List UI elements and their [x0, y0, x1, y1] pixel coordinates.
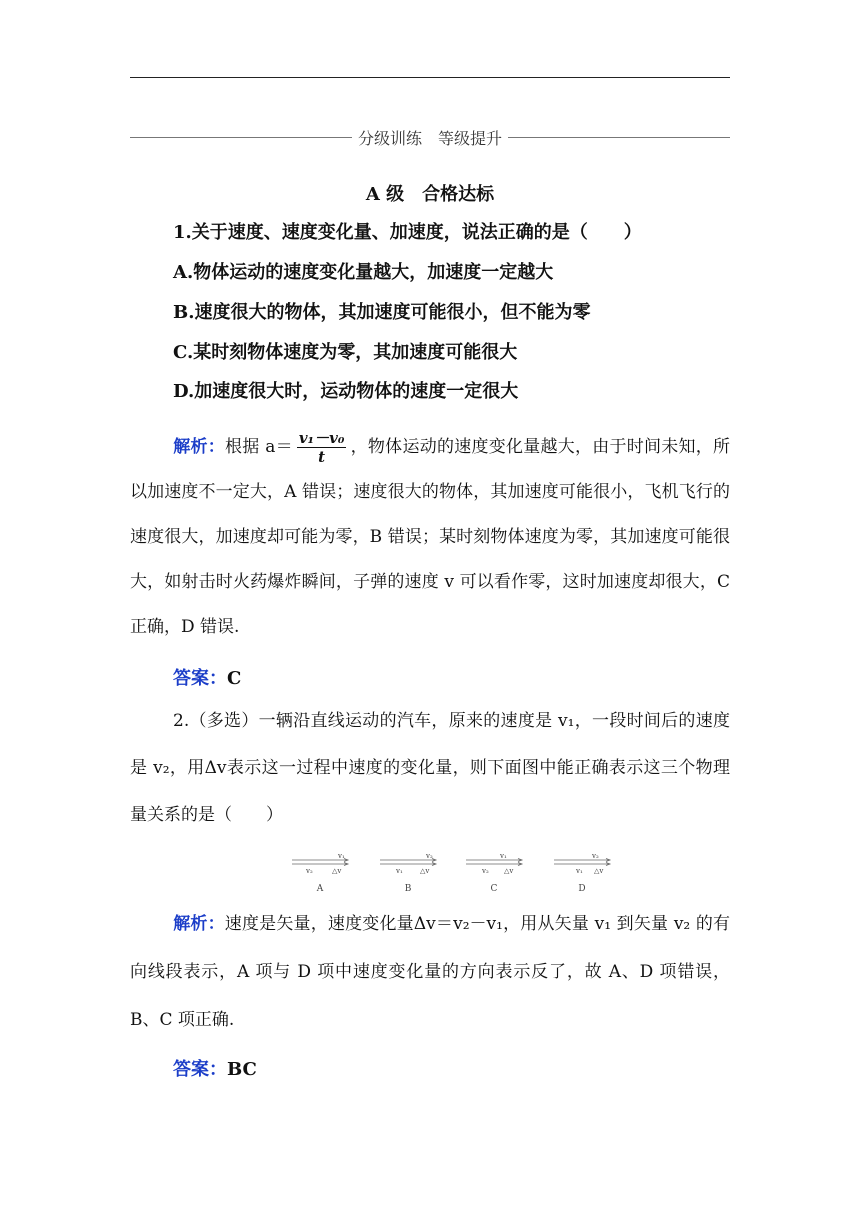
q2-stem-text: 2.（多选）一辆沿直线运动的汽车，原来的速度是 v₁，一段时间后的速度是 v₂，用Δv表示这一过程中速度的变化量，则下面图中能正确表示这三个物理量关系的是（ ）: [130, 711, 730, 825]
figure-b-label: B: [404, 884, 412, 894]
figure-d-top-label: v₂: [592, 852, 599, 860]
q1-solution-label: 解析：: [173, 437, 226, 457]
q1-option-b: B.速度很大的物体，其加速度可能很小，但不能为零: [173, 302, 591, 323]
q2-solution-label: 解析：: [173, 914, 225, 934]
q2-figures: [290, 848, 620, 894]
header-right-rule: [508, 137, 730, 138]
figure-d: [552, 848, 612, 894]
q1-answer: [173, 664, 241, 690]
q1-formula: [297, 429, 347, 466]
figure-c: [464, 848, 524, 894]
figure-d-label: D: [578, 884, 586, 894]
section-header-title: 分级训练 等级提升: [358, 128, 503, 148]
q1-formula-numerator: v₁－v₀: [298, 429, 345, 447]
top-rule: [130, 77, 730, 78]
figure-a-top-label: v₁: [338, 852, 345, 860]
q1-stem: 1.关于速度、速度变化量、加速度，说法正确的是（ ）: [173, 222, 642, 243]
q2-solution-body: 速度是矢量，速度变化量Δv＝v₂－v₁，用从矢量 v₁ 到矢量 v₂ 的有向线段表示，A 项与 D 项中速度变化量的方向表示反了，故 A、D 项错误，B、C 项正确.: [130, 914, 731, 1030]
figure-a-left-label: v₂: [306, 867, 313, 875]
figure-a: [290, 848, 350, 894]
q2-answer-value: BC: [227, 1059, 257, 1080]
figure-b-right-label: △v: [420, 867, 430, 875]
figure-b: [378, 848, 438, 894]
figure-c-right-label: △v: [504, 867, 514, 875]
q1-solution-body: ，物体运动的速度变化量越大，由于时间未知，所以加速度不一定大，A 错误；速度很大的物体，其加速度可能很小，飞机飞行的速度很大，加速度却可能为零，B 错误；某时刻物体速度为零，其加速度可能很大，如射击时火药爆炸瞬间，子弹的速度 v 可以看作零，这时加速度却很大，C 正确，D 错误.: [130, 437, 731, 637]
q1-option-d: D.加速度很大时，运动物体的速度一定很大: [173, 381, 519, 402]
q1-solution: [130, 425, 730, 650]
figure-d-right-label: △v: [594, 867, 604, 875]
q1-answer-value: C: [227, 668, 242, 689]
q2-answer: [173, 1055, 257, 1081]
q1-option-c: C.某时刻物体速度为零，其加速度可能很大: [173, 342, 518, 363]
q2-stem: [130, 698, 730, 839]
figure-c-label: C: [490, 884, 498, 894]
section-header: [130, 120, 730, 154]
header-left-rule: [130, 137, 352, 138]
figure-a-right-label: △v: [332, 867, 342, 875]
figure-c-left-label: v₂: [482, 867, 489, 875]
q2-answer-label: 答案：: [173, 1059, 227, 1080]
q1-solution-pre: 根据 a＝: [225, 437, 293, 457]
q1-answer-label: 答案：: [173, 668, 227, 689]
q1-option-a: A.物体运动的速度变化量越大，加速度一定越大: [173, 262, 554, 283]
figure-a-label: A: [316, 884, 324, 894]
level-title: A 级 合格达标: [365, 184, 495, 205]
q1-formula-denominator: t: [318, 448, 326, 466]
figure-b-top-label: v₂: [426, 852, 433, 860]
figure-c-top-label: v₁: [500, 852, 507, 860]
q2-solution: [130, 900, 730, 1044]
figure-b-left-label: v₁: [396, 867, 403, 875]
figure-d-left-label: v₁: [576, 867, 583, 875]
